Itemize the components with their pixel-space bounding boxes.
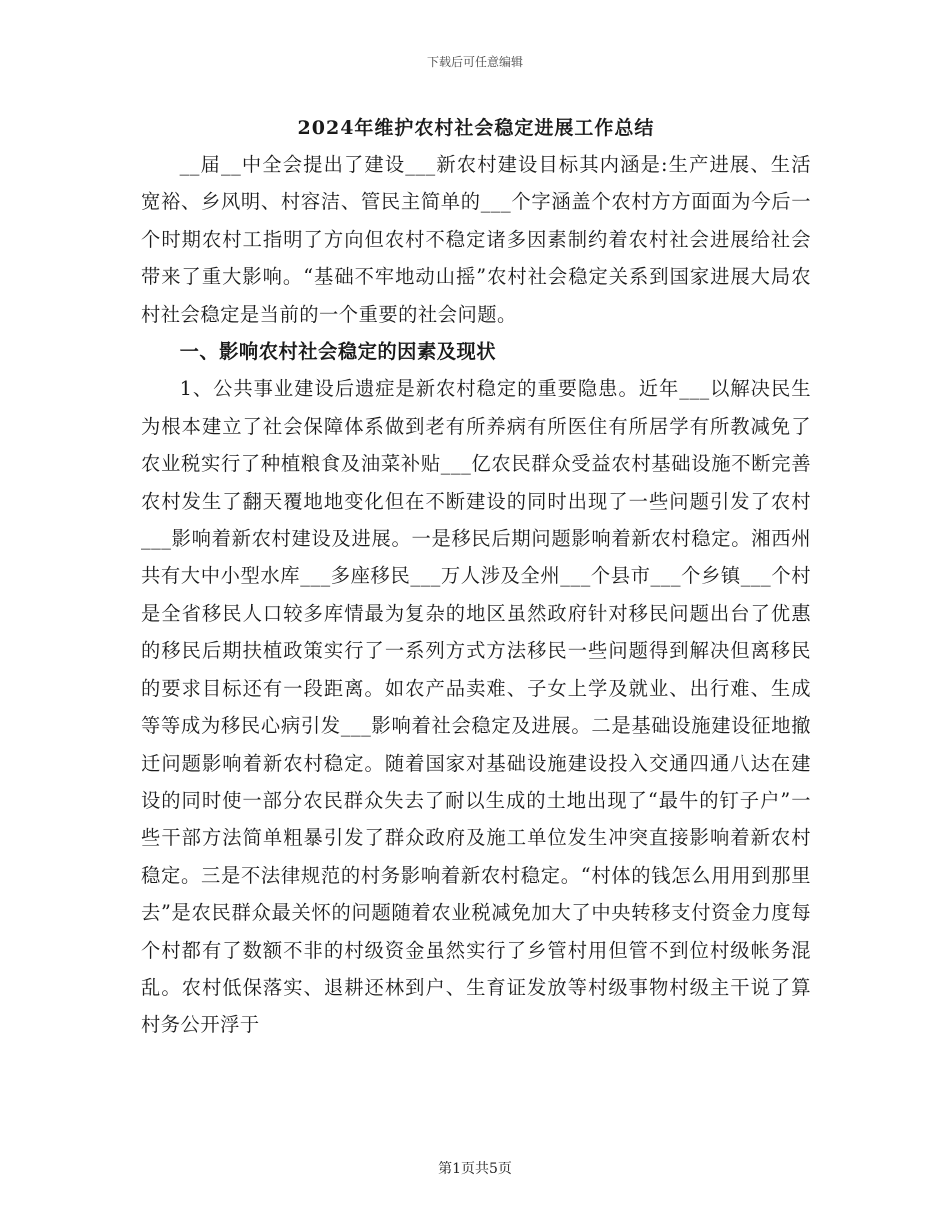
document-body	[141, 110, 811, 1044]
intro-paragraph: __届__中全会提出了建设___新农村建设目标其内涵是:生产进展、生活宽裕、乡风明、村容洁、管民主简单的___个字涵盖个农村方方面面为今后一个时期农村工指明了方向但农村不稳定诸多因素制约着农村社会进展给社会带来了重大影响。“基础不牢地动山摇”农村社会稳定关系到国家进展大局农村社会稳定是当前的一个重要的社会问题。	[141, 153, 811, 326]
document-title: 2024年维护农村社会稳定进展工作总结	[297, 117, 655, 139]
page-footer: 第1页共5页	[438, 1161, 512, 1177]
section-paragraph: 1、公共事业建设后遗症是新农村稳定的重要隐患。近年___以解决民生为根本建立了社会保障体系做到老有所养病有所医住有所居学有所教减免了农业税实行了种植粮食及油菜补贴___亿农民群众受益农村基础设施不断完善农村发生了翻天覆地地变化但在不断建设的同时出现了一些问题引发了农村___影响着新农村建设及进展。一是移民后期问题影响着新农村稳定。湘西州共有大中小型水库___多座移民___万人涉及全州___个县市___个乡镇___个村是全省移民人口较多库情最为复杂的地区虽然政府针对移民问题出台了优惠的移民后期扶植政策实行了一系列方式方法移民一些问题得到解决但离移民的要求目标还有一段距离。如农产品卖难、子女上学及就业、出行难、生成等等成为移民心病引发___影响着社会稳定及进展。二是基础设施建设征地撤迁问题影响着新农村稳定。随着国家对基础设施建设投入交通四通八达在建设的同时使一部分农民群众失去了耐以生成的土地出现了“最牛的钉子户”一些干部方法简单粗暴引发了群众政府及施工单位发生冲突直接影响着新农村稳定。三是不法律规范的村务影响着新农村稳定。“村体的钱怎么用用到那里去”是农民群众最关怀的问题随着农业税减免加大了中央转移支付资金力度每个村都有了数额不非的村级资金虽然实行了乡管村用但管不到位村级帐务混乱。农村低保落实、退耕还林到户、生育证发放等村级事物村级主干说了算村务公开浮于	[141, 377, 811, 1037]
section-heading: 一、影响农村社会稳定的因素及现状	[179, 340, 497, 364]
header-note: 下载后可任意编辑	[426, 55, 523, 69]
